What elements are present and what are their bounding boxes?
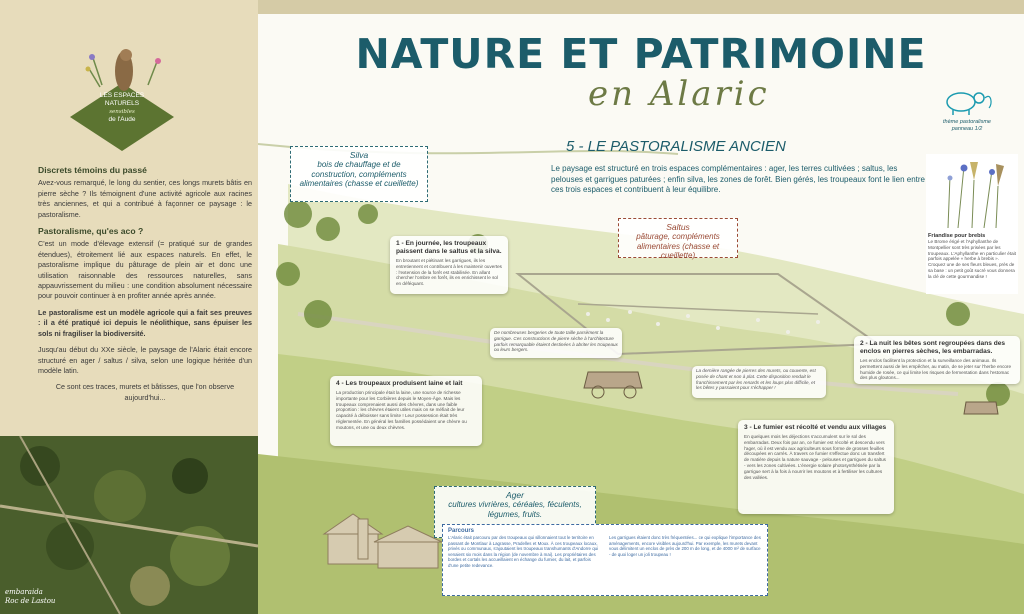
left-text bbox=[38, 165, 252, 409]
card-journee-title: 1 - En journée, les troupeaux paissent dans le saltus et la silva. bbox=[396, 240, 502, 255]
silva-title: Silva bbox=[349, 150, 369, 160]
card-fumier-text: En quelques mois les déjections s'accumulent sur le sol des embarradas. Deux fois par an, ce fumier est récolté et descendu vers l'ager, où il est vendu aux agriculteurs sous forme de grosses feuilles découpées en carrés. À travers ce fumier s'effectue donc un transfert de matière depuis la nature sauvage - pelouses et garrigues du saltus - vers les zones cultivées. L'énergie solaire photosynthétisée par la garrigue sert à la fois à nourrir les moutons et à fertiliser les cultures des vallées. bbox=[744, 434, 886, 480]
logo-line3: sensibles bbox=[109, 109, 135, 115]
paragraph-xxe: Jusqu'au début du XXe siècle, le paysage de l'Alaric était encore structuré en ager / saltus / silva, selon une logique héritée d'un modèle latin. bbox=[38, 345, 252, 375]
left-column bbox=[0, 0, 258, 614]
logo-line2: NATURELS bbox=[104, 100, 140, 107]
card-laine-title: 4 - Les troupeaux produisent laine et lait bbox=[336, 380, 463, 387]
parcours-box bbox=[442, 524, 768, 596]
corner-theme: thème pastoralisme bbox=[943, 119, 991, 125]
parcours-title: Parcours bbox=[448, 528, 475, 534]
card-nuit-title: 2 - La nuit les bêtes sont regroupées dans des enclos en pierres sèches, les embarradas. bbox=[860, 340, 1006, 355]
friandise-text: Le Brome érigé et l'Aphyllanthe de Montpellier sont très prisées par les troupeaux. L'Aphyllanthe en particulier était parfois appelée « herbe à brebis ». Croquez une de ses fleurs bleues, près de sa base : un petit goût sucré vous donnera la clé de cette gourmandise ! bbox=[928, 239, 1016, 279]
friandise-box bbox=[926, 154, 1018, 294]
saltus-text: pâturage, compléments alimentaires (chasse et cueillette) bbox=[636, 232, 720, 260]
parcours-right-text: Les garrigues étaient donc très fréquentées... ce qui explique l'importance des aménagements, encore visibles aujourd'hui. Par exemple, les murets devant vous délimitent un enclos de près de 200 m de long, et de 4000 m² de surface - de quoi loger un joli troupeau ! bbox=[609, 535, 761, 557]
intro-text: Le paysage est structuré en trois espaces complémentaires : ager, les terres cultivées ; saltus, les pelouses et garrigues paturées ; enfin silva, les zones de forêt. Bien gérés, les troupeaux font le lien entre ces trois espaces et contribuent à leur équilibre. bbox=[551, 164, 925, 195]
card-journee-text: En broutant et piétinant les garrigues, ils les entretiennent et contribuent à les maintenir ouvertes : l'extension de la forêt est stabilisée. En allant chercher l'ombre en forêt, ils en enrichissent le sol en déféquant. bbox=[396, 258, 502, 287]
sheep-icon bbox=[939, 86, 995, 116]
card-journee bbox=[390, 236, 508, 294]
ager-text: cultures vivrières, céréales, féculents, légumes, fruits. bbox=[448, 500, 582, 519]
page-title: NATURE ET PATRIMOINE bbox=[355, 30, 927, 78]
card-laine-text: La production principale était la laine, une source de richesse importante pour les Corbières depuis le Moyen-Âge. Mais les troupeaux comprenaient aussi des chèvres, dans une faible proportion : les chèvres étaient utiles mais on se méfiait de leur capacité à déboisser sans limite ! Leur possession était très réglementée. En général les familles possédaient une chèvre ou moutons, et une ou deux chèvres. bbox=[336, 390, 467, 430]
parcours-left-text: L'Alaric était parcouru par des troupeaux qui sillonnaient tout le territoire en passant de Montlaur à Lagrasse, Pradelles et Moux. À ces troupeaux locaux, privés ou communaux, s'ajoutaient les troupeaux transhumants d'Andorre qui venaient six mois dans la région (de novembre à mai). Les propriétaires des bordes et cortals les accueillaient en échange du fumier, du lait, et parfois d'une petite redevance. bbox=[448, 535, 599, 568]
silva-text: bois de chauffage et de construction, compléments alimentaires (chasse et cueillette) bbox=[299, 160, 419, 188]
paragraph-modele: Le pastoralisme est un modèle agricole qui a fait ses preuves : il a été pratiqué ici depuis le néolithique, sans épuiser les sols ni fragiliser la biodiversité. bbox=[38, 307, 252, 338]
paragraph-temoins: Avez-vous remarqué, le long du sentier, ces longs murets bâtis en pierre sèche ? Ils témoignent d'une activité agricole aux racines très anciennes, et qui a contribué à façonner ce paysage : le pastoralisme. bbox=[38, 178, 252, 219]
card-nuit bbox=[854, 336, 1020, 384]
heading-temoins: Discrets témoins du passé bbox=[38, 165, 147, 175]
logo-text bbox=[70, 92, 174, 124]
heading-pastoralisme: Pastoralisme, qu'es aco ? bbox=[38, 226, 144, 237]
logo-line1: LES ESPACES bbox=[99, 92, 145, 99]
ager-title: Ager bbox=[506, 490, 524, 500]
section-title: 5 - LE PASTORALISME ANCIEN bbox=[566, 138, 786, 155]
note-bergeries bbox=[490, 328, 622, 358]
corner-panel-number: panneau 1/2 bbox=[951, 126, 983, 132]
friandise-title: Friandise pour brebis bbox=[928, 233, 986, 239]
signature-line2: Roc de Lastou bbox=[5, 597, 56, 605]
paragraph-pastoralisme: C'est un mode d'élevage extensif (= pratiqué sur de grandes étendues), étroitement lié aux espaces naturels. En effet, le pastoralisme implique du pâturage de plein air et donc une utilisation raisonnable des ressources naturelles, sans appauvrissement du milieu : une condition absolument nécessaire pour pouvoir continuer à en profiter année après année. bbox=[38, 239, 252, 301]
top-band bbox=[258, 0, 1024, 14]
plant-illustration bbox=[928, 156, 1016, 228]
saltus-box bbox=[618, 218, 738, 258]
card-nuit-text: Les enclos facilitent la protection et la surveillance des animaux. Ils permettent aussi de les empêcher, au matin, de se jeter sur l'herbe encore humide de rosée, ce qui limite les risques de fermentation dans l'estomac des plus gloutons... bbox=[860, 358, 1012, 381]
note-murets bbox=[692, 366, 826, 398]
paragraph-traces: Ce sont ces traces, murets et bâtisses, que l'on observe aujourd'hui... bbox=[55, 382, 235, 402]
silva-box bbox=[290, 146, 428, 202]
card-fumier bbox=[738, 420, 894, 514]
note-murets-text: La dernière rangée de pierres des murets, ou couverte, est posée de chant et non à plat. Cette disposition rendait le franchissement par les renards et les loups plus difficile, et les bêtes y passaient pour s'échapper ! bbox=[696, 368, 816, 391]
aerial-photo bbox=[0, 436, 258, 614]
card-fumier-title: 3 - Le fumier est récolté et vendu aux villages bbox=[744, 424, 887, 431]
page-subtitle: en Alaric bbox=[588, 74, 770, 114]
card-laine bbox=[330, 376, 482, 446]
logo-line4: de l'Aude bbox=[108, 116, 136, 123]
saltus-title: Saltus bbox=[666, 222, 690, 232]
aerial-signature bbox=[5, 588, 55, 606]
note-bergeries-text: De nombreuses bergeries de toute taille parsèment la garrigue. Ces constructions de pierre sèche à l'architecture parfois remarquable étaient destinées à abriter les troupeaux ou leurs bergers. bbox=[494, 330, 618, 353]
signature-line1: embaraida bbox=[5, 588, 43, 596]
corner-badge bbox=[932, 86, 1002, 133]
